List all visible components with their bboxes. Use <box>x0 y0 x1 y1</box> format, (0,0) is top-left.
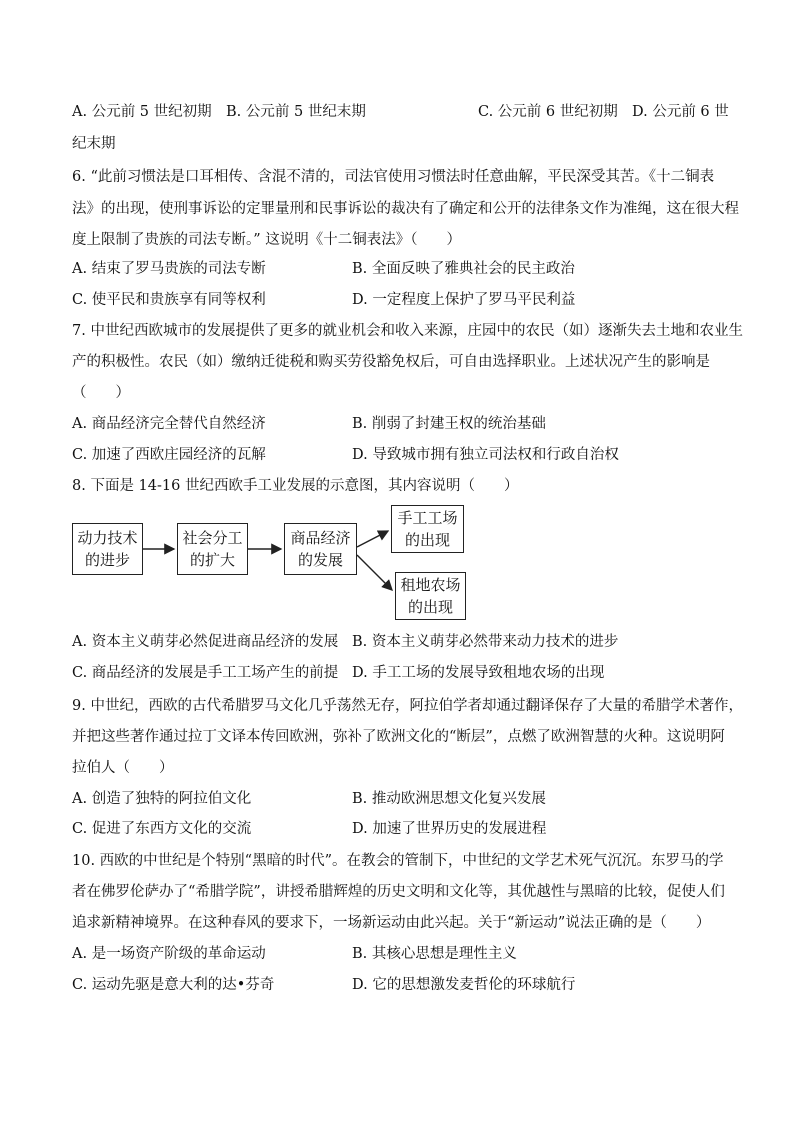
diagram-box-division-of-labor: 社会分工 的扩大 <box>177 523 248 575</box>
arrow-3-to-4 <box>357 531 388 547</box>
q7-option-c: C. 加速了西欧庄园经济的瓦解 <box>72 447 266 463</box>
diagram-box-leased-farm: 租地农场 的出现 <box>395 572 466 620</box>
diagram-box-commodity-economy: 商品经济 的发展 <box>284 523 357 575</box>
q5-option-d: D. 公元前 6 世 <box>632 104 729 120</box>
q10-stem-line-1: 10. 西欧的中世纪是个特别“黑暗的时代”。在教会的管制下，中世纪的文学艺术死气沉沉。东罗马的学 <box>72 853 724 869</box>
q9-option-b: B. 推动欧洲思想文化复兴发展 <box>352 791 546 807</box>
q9-stem-line-1: 9. 中世纪，西欧的古代希腊罗马文化几乎荡然无存，阿拉伯学者却通过翻译保存了大量的希腊学术著作， <box>72 698 743 714</box>
q9-option-c: C. 促进了东西方文化的交流 <box>72 821 252 837</box>
q6-option-c: C. 使平民和贵族享有同等权利 <box>72 292 266 308</box>
q6-option-a: A. 结束了罗马贵族的司法专断 <box>72 261 266 277</box>
q6-stem-line-2: 法》的出现，使刑事诉讼的定罪量刑和民事诉讼的裁决有了确定和公开的法律条文作为准绳，这在很大程 <box>72 201 739 217</box>
q10-stem-line-2: 者在佛罗伦萨办了“希腊学院”，讲授希腊辉煌的历史文明和文化等，其优越性与黑暗的比较，促使人们 <box>72 884 725 900</box>
q6-stem-line-3: 度上限制了贵族的司法专断。” 这说明《十二铜表法》（ ） <box>72 232 462 248</box>
q7-option-d: D. 导致城市拥有独立司法权和行政自治权 <box>352 447 619 463</box>
q9-option-a: A. 创造了独特的阿拉伯文化 <box>72 791 252 807</box>
q5-option-a: A. 公元前 5 世纪初期 <box>72 104 212 120</box>
q7-stem-line-3: （ ） <box>72 385 130 401</box>
q8-option-a: A. 资本主义萌芽必然促进商品经济的发展 <box>72 634 339 650</box>
q7-stem-line-1: 7. 中世纪西欧城市的发展提供了更多的就业机会和收入来源，庄园中的农民（如）逐渐失去土地和农业生 <box>72 323 743 339</box>
q10-option-c: C. 运动先驱是意大利的达•芬奇 <box>72 977 275 993</box>
q6-option-b: B. 全面反映了雅典社会的民主政治 <box>352 261 575 277</box>
q6-stem-line-1: 6. “此前习惯法是口耳相传、含混不清的，司法官使用习惯法时任意曲解，平民深受其苦。《十二铜表 <box>72 169 715 185</box>
q9-option-d: D. 加速了世界历史的发展进程 <box>352 821 547 837</box>
diagram-box-workshop: 手工工场 的出现 <box>391 505 464 553</box>
q7-option-a: A. 商品经济完全替代自然经济 <box>72 416 266 432</box>
q5-option-c: C. 公元前 6 世纪初期 <box>478 104 618 120</box>
q6-option-d: D. 一定程度上保护了罗马平民利益 <box>352 292 576 308</box>
q8-option-c: C. 商品经济的发展是手工工场产生的前提 <box>72 665 339 681</box>
q10-option-d: D. 它的思想激发麦哲伦的环球航行 <box>352 977 576 993</box>
q5-option-b: B. 公元前 5 世纪末期 <box>226 104 366 120</box>
q8-option-d: D. 手工工场的发展导致租地农场的出现 <box>352 665 605 681</box>
q9-stem-line-3: 拉伯人（ ） <box>72 760 174 776</box>
q7-option-b: B. 削弱了封建王权的统治基础 <box>352 416 546 432</box>
q10-option-b: B. 其核心思想是理性主义 <box>352 946 517 962</box>
q10-stem-line-3: 追求新精神境界。在这种春风的要求下，一场新运动由此兴起。关于“新运动”说法正确的是（ ） <box>72 915 711 931</box>
q10-option-a: A. 是一场资产阶级的革命运动 <box>72 946 266 962</box>
q9-stem-line-2: 并把这些著作通过拉丁文译本传回欧洲，弥补了欧洲文化的“断层”，点燃了欧洲智慧的火种。这说明阿 <box>72 729 725 745</box>
diagram-box-power-technology: 动力技术 的进步 <box>72 523 143 575</box>
arrow-3-to-5 <box>357 555 392 590</box>
q8-stem-line-1: 8. 下面是 14-16 世纪西欧手工业发展的示意图，其内容说明（ ） <box>72 478 519 494</box>
q8-option-b: B. 资本主义萌芽必然带来动力技术的进步 <box>352 634 619 650</box>
q5-option-d-continued: 纪末期 <box>72 136 116 152</box>
q7-stem-line-2: 产的积极性。农民（如）缴纳迁徙税和购买劳役豁免权后，可自由选择职业。上述状况产生的影响是 <box>72 354 710 370</box>
